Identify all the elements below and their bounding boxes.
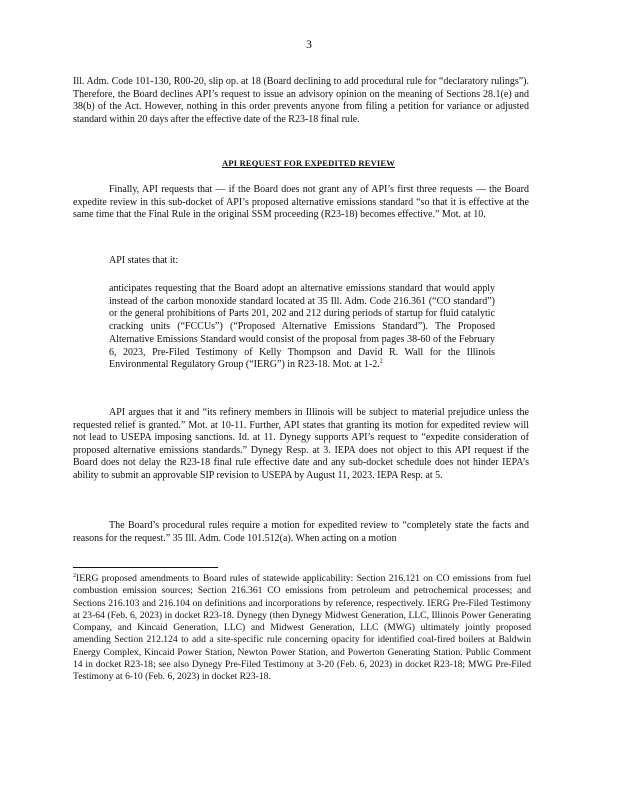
footnote-reference[interactable]: 2	[379, 358, 383, 365]
procedural-text: The Board’s procedural rules require a motion for expedited review to “completely state the facts and reasons for the request.” 35 Ill. Adm. Code 101.512(a). When acting on a motion	[73, 520, 529, 544]
footnote-number: 2	[73, 572, 76, 579]
intro-paragraph	[73, 76, 529, 126]
footnote	[73, 573, 531, 684]
procedural-paragraph	[73, 520, 529, 545]
intro-text: Ill. Adm. Code 101-130, R00-20, slip op. at 18 (Board declining to add procedural rule for “declaratory rulings”). Therefore, the Board declines API’s request to issue an advisory opinion on the meaning of Sections 28.1(e) and 38(b) of the Act. However, nothing in this order prevents anyone from filing a petition for variance or adjusted standard within 20 days after the effective date of the R23-18 final rule.	[73, 76, 529, 125]
argues-paragraph	[73, 407, 529, 483]
argues-text: API argues that it and “its refinery members in Illinois will be subject to material prejudice unless the requested relief is granted.” Mot. at 10-11. Further, API states that granting its motion for expedited review will not lead to USEPA imposing sanctions. Id. at 11. Dynegy supports API’s request to “expedite consideration of proposed alternative emissions standards.” Dynegy Resp. at 3. IEPA does not object to this API request if the Board does not delay the R23-18 final rule effective date and any sub-docket schedule does not hinder IEPA’s ability to submit an approvable SIP revision to USEPA by August 11, 2023. IEPA Resp. at 5.	[73, 407, 529, 481]
page-number: 3	[306, 37, 312, 51]
section-heading: API REQUEST FOR EXPEDITED REVIEW	[222, 158, 395, 168]
footnote-divider	[73, 567, 218, 568]
footnote-text: IERG proposed amendments to Board rules of statewide applicability: Section 216.121 on CO emissions from fuel combustion emission sources; Section 216.361 CO emissions from petroleum and petrochemical processes; and Sections 216.103 and 216.104 on definitions and incorporations by reference, respectively. IERG Pre-Filed Testimony at 23-64 (Feb. 6, 2023) in docket R23-18. Dynegy (then Dynegy Midwest Generation, LLC, Illinois Power Generating Company, and Kincaid Generation, LLC) and Midwest Generation, LLC (MWG) ultimately jointly proposed amending Section 212.124 to add a site-specific rule concerning opacity for identified coal-fired boilers at Baldwin Energy Complex, Kincaid Power Station, Newton Power Station, and Powerton Generating Station. Public Comment 14 in docket R23-18; see also Dynegy Pre-Filed Testimony at 3-20 (Feb. 6, 2023) in docket R23-18; MWG Pre-Filed Testimony at 6-10 (Feb. 6, 2023) in docket R23-18.	[73, 573, 531, 683]
block-quote-text: anticipates requesting that the Board adopt an alternative emissions standard that would apply instead of the carbon monoxide standard located at 35 Ill. Adm. Code 216.361 (“CO standard”) or the general prohibitions of Parts 201, 202 and 212 during periods of startup for fluid catalytic cracking units (“FCCUs”) (“Proposed Alternative Emissions Standard”). The Proposed Alternative Emissions Standard would consist of the proposal from pages 38-60 of the February 6, 2023, Pre-Filed Testimony of Kelly Thompson and David R. Wall for the Illinois Environmental Regulatory Group (“IERG”) in R23-18. Mot. at 1-2.	[109, 283, 495, 371]
states-paragraph	[109, 255, 309, 268]
block-quote	[109, 283, 495, 372]
finally-text: Finally, API requests that — if the Board does not grant any of API’s first three requests — the Board expedite review in this sub-docket of API’s proposed alternative emissions standard “so that it is effective at the same time that the Final Rule in the original SSM proceeding (R23-18) becomes effective.” Mot. at 10.	[73, 184, 529, 221]
finally-paragraph	[73, 184, 529, 222]
states-text: API states that it:	[109, 255, 179, 266]
